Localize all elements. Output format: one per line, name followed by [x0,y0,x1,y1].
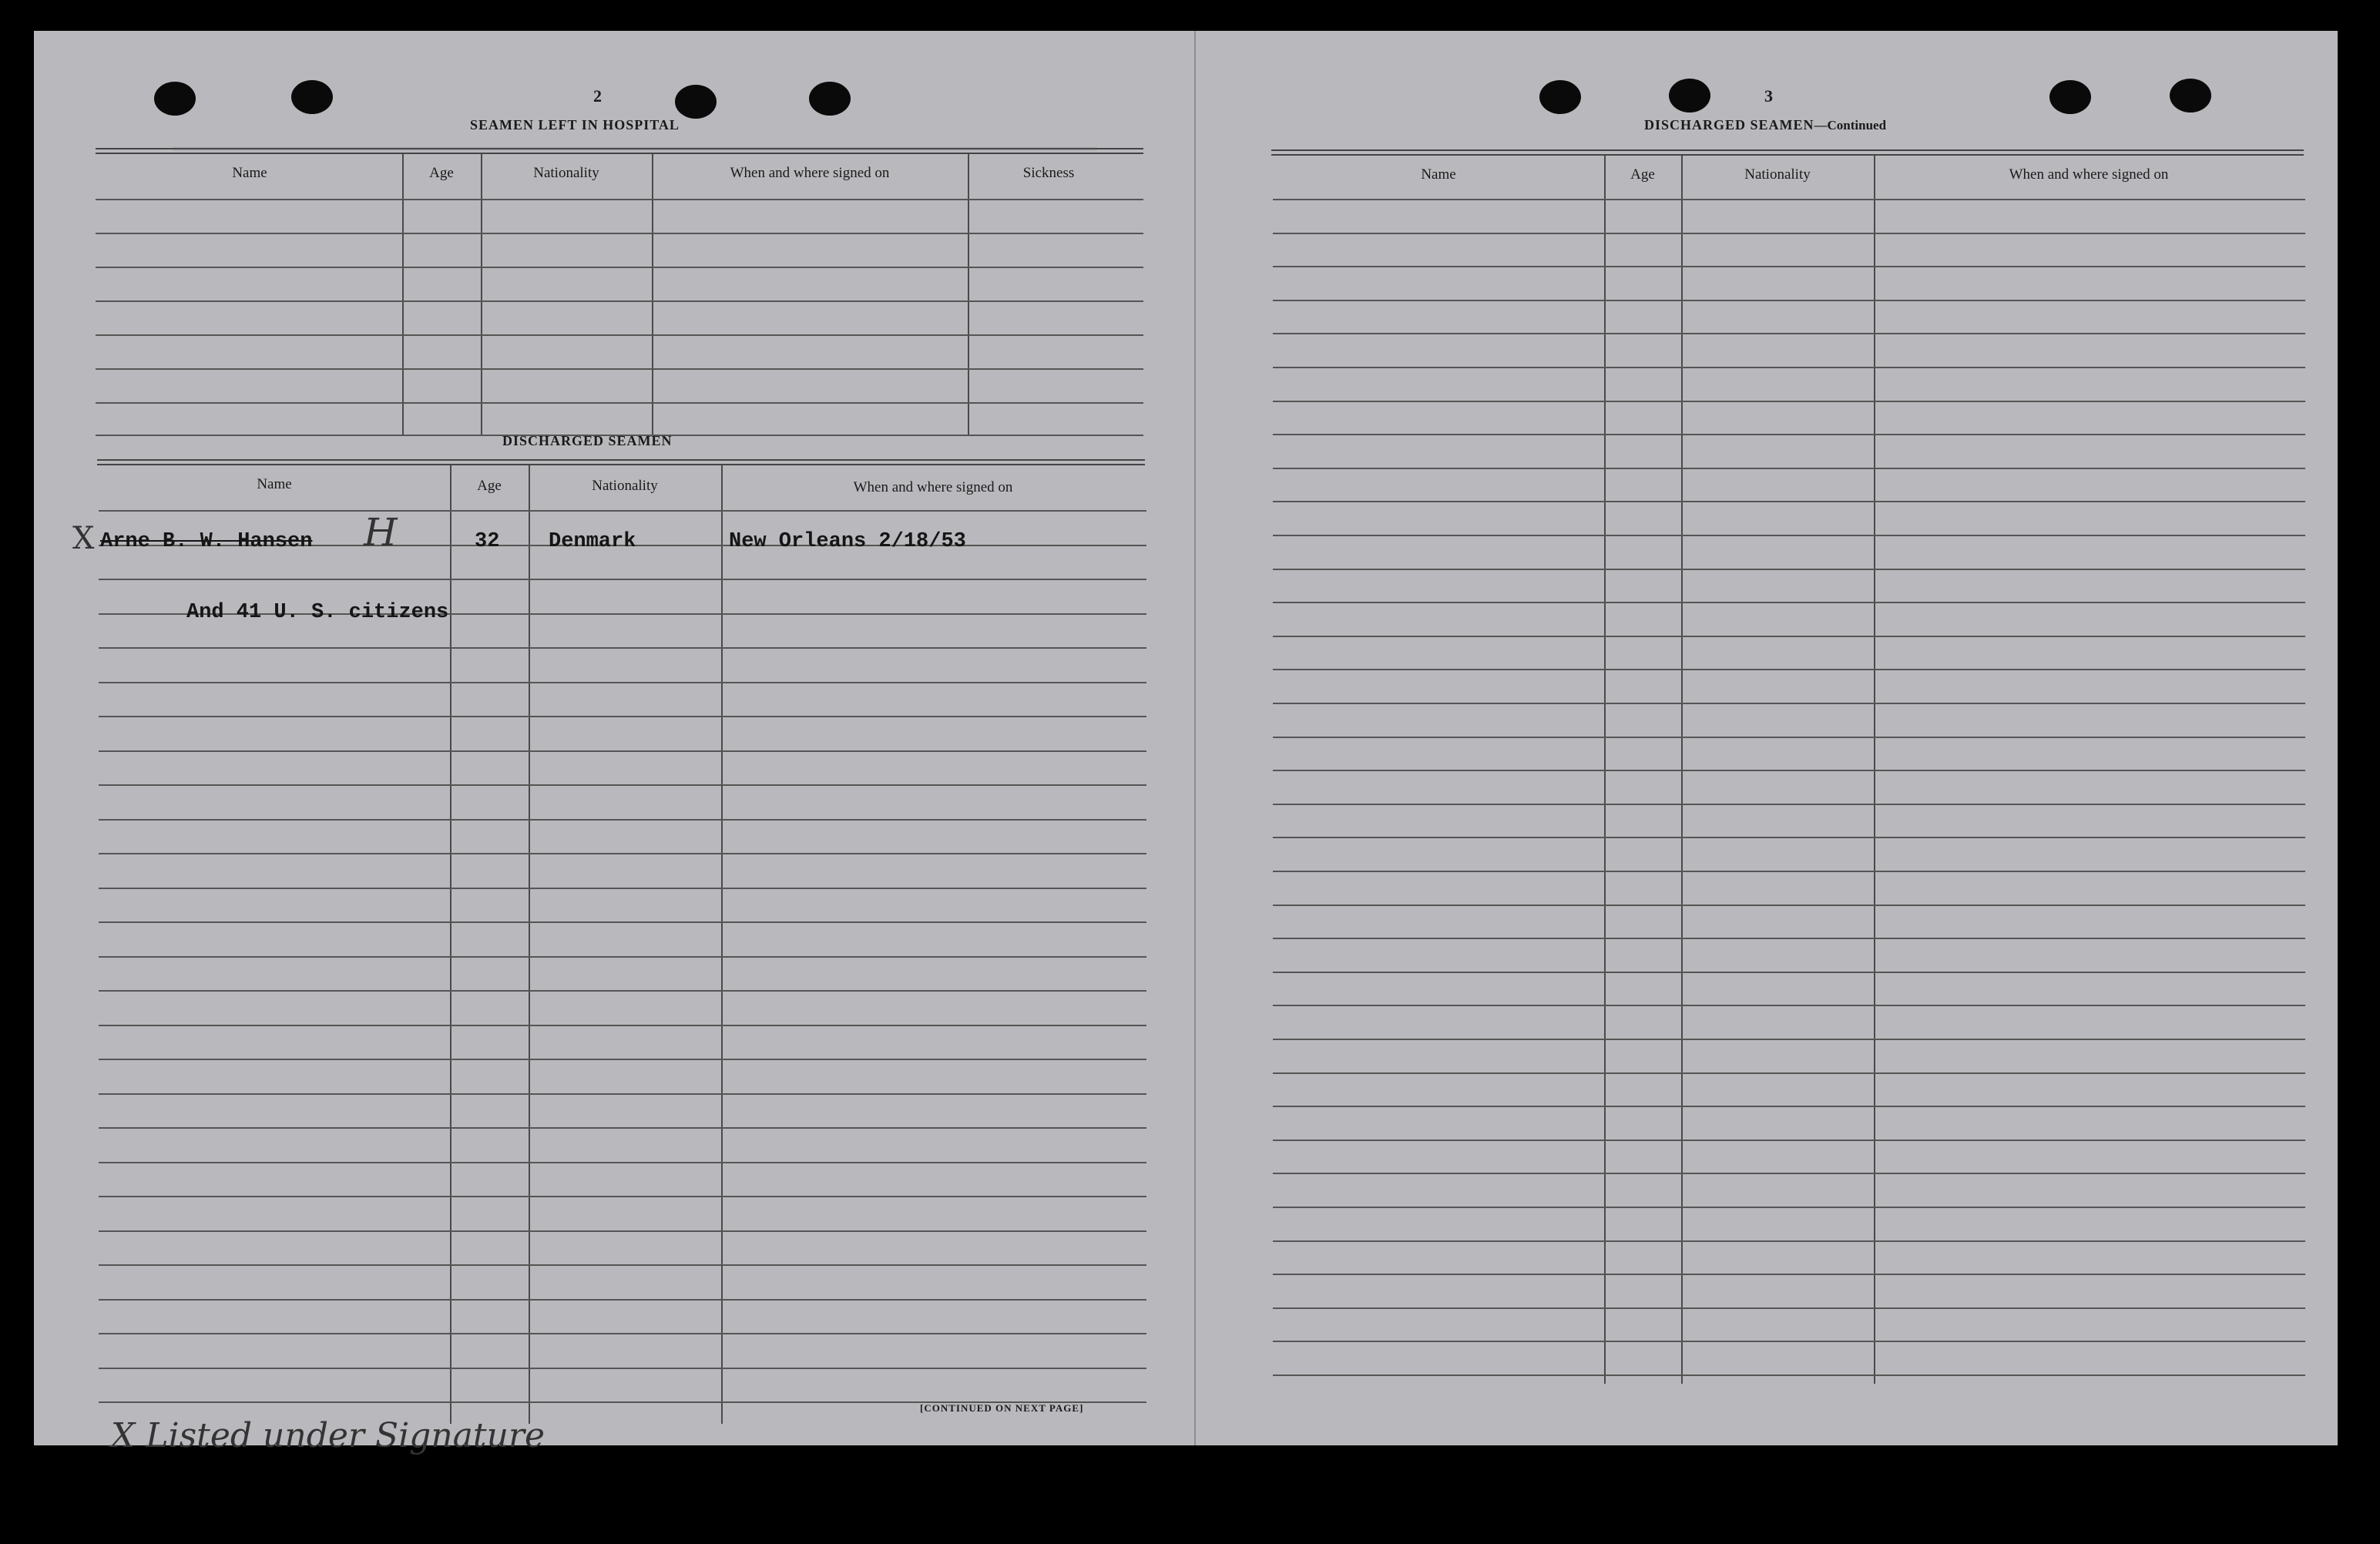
hospital-row-line [96,334,1143,336]
row-line [1273,233,2305,234]
row-line [1273,501,2305,502]
row-line [1273,1341,2305,1342]
row-line [99,819,1146,821]
row-line [99,682,1146,683]
row-line [99,1299,1146,1301]
x-mark: X [72,521,95,556]
seaman-age: 32 [475,530,500,553]
row-line [1273,367,2305,368]
continued-table-top-rule [1271,149,2304,151]
row-line [1273,468,2305,469]
continued-note: [CONTINUED ON NEXT PAGE] [920,1402,1084,1414]
hospital-row-line [96,368,1143,370]
discharged-table-top-rule [97,459,1145,461]
discharged-col-nationality: Nationality [592,478,658,494]
hospital-row-line [96,199,1143,200]
row-line [1273,669,2305,670]
page-number: 2 [593,86,602,106]
row-line [1273,199,2305,200]
row-line [1273,569,2305,570]
row-line [1273,703,2305,704]
row-line [99,990,1146,992]
continued-table-top-rule [1271,154,2304,156]
row-line [1273,871,2305,872]
discharged-table-top-rule [97,464,1145,465]
document-sheet [34,31,2338,1455]
row-line [1273,1140,2305,1141]
row-line [1273,1240,2305,1242]
continued-col-name: Name [1421,166,1456,183]
row-line [1273,972,2305,973]
seaman-name: Arne B. W. Hansen [100,530,313,553]
row-line [99,1230,1146,1232]
row-line [99,647,1146,649]
row-line [1273,905,2305,906]
row-line [99,1059,1146,1060]
row-line [99,921,1146,923]
left-page [34,31,1190,1455]
continued-col-signed-on: When and where signed on [2009,166,2169,183]
page-fold [1194,31,1196,1445]
row-line [99,1162,1146,1163]
row-line [99,579,1146,580]
row-line [1273,300,2305,301]
hospital-col-age: Age [429,165,454,181]
hospital-col-signed-on: When and where signed on [730,165,890,181]
row-line [1273,1072,2305,1074]
row-line [99,750,1146,752]
h-mark: H [364,510,398,555]
row-line [1273,1274,2305,1275]
bleed-through [173,146,1097,182]
hospital-col-divider [481,154,482,436]
hospital-row-line [96,300,1143,302]
right-page [1197,31,2338,1445]
title-main: DISCHARGED SEAMEN [1644,117,1814,133]
row-line [99,1264,1146,1266]
row-line [1273,737,2305,738]
row-line [99,888,1146,889]
discharged-section-title: DISCHARGED SEAMEN [502,433,673,448]
row-line [1273,434,2305,435]
row-line [99,1093,1146,1095]
hospital-col-nationality: Nationality [533,165,599,181]
discharged-col-name: Name [257,476,292,492]
page-number: 3 [1764,86,1773,106]
row-line [1273,804,2305,805]
row-line [99,784,1146,786]
row-line [1273,1173,2305,1174]
hospital-row-line [96,402,1143,404]
row-line [1273,602,2305,603]
row-line [1273,1307,2305,1309]
row-line [1273,266,2305,267]
row-line [99,1368,1146,1369]
discharged-col-signed-on: When and where signed on [853,479,1013,495]
row-line [99,1333,1146,1334]
continued-col-nationality: Nationality [1744,166,1811,183]
row-line [99,956,1146,958]
continued-col-age: Age [1630,166,1655,183]
discharged-col-divider [721,465,723,1424]
hospital-col-divider [968,154,969,436]
row-line [99,1127,1146,1129]
row-line [99,1196,1146,1197]
row-line [1273,333,2305,334]
row-line [1273,535,2305,536]
row-line [1273,1005,2305,1006]
discharged-col-divider [450,465,451,1424]
hospital-col-sickness: Sickness [1022,165,1075,181]
hospital-col-divider [652,154,653,436]
seaman-nationality: Denmark [549,530,636,553]
discharged-continued-title [1644,117,1886,133]
hospital-row-line [96,233,1143,234]
discharged-col-age: Age [477,478,502,494]
row-line [1273,1106,2305,1107]
row-line [1273,1039,2305,1040]
row-line [1273,1207,2305,1208]
hospital-col-divider [402,154,404,436]
row-line [1273,1374,2305,1376]
row-line [1273,401,2305,402]
title-suffix: —Continued [1814,118,1887,133]
row-line [1273,837,2305,838]
hospital-row-line [96,267,1143,268]
row-line [99,510,1146,512]
hospital-section-title: SEAMEN LEFT IN HOSPITAL [470,117,680,133]
row-line [1273,636,2305,637]
row-line [99,853,1146,854]
row-line [99,1025,1146,1026]
handwritten-note: X Listed under Signature [111,1416,545,1455]
row-line [99,716,1146,717]
row-line [1273,770,2305,771]
hospital-col-name: Name [232,165,267,181]
citizens-note: And 41 U. S. citizens [186,601,449,624]
row-line [1273,938,2305,939]
discharged-col-divider [529,465,530,1424]
seaman-signed-on: New Orleans 2/18/53 [729,530,966,553]
